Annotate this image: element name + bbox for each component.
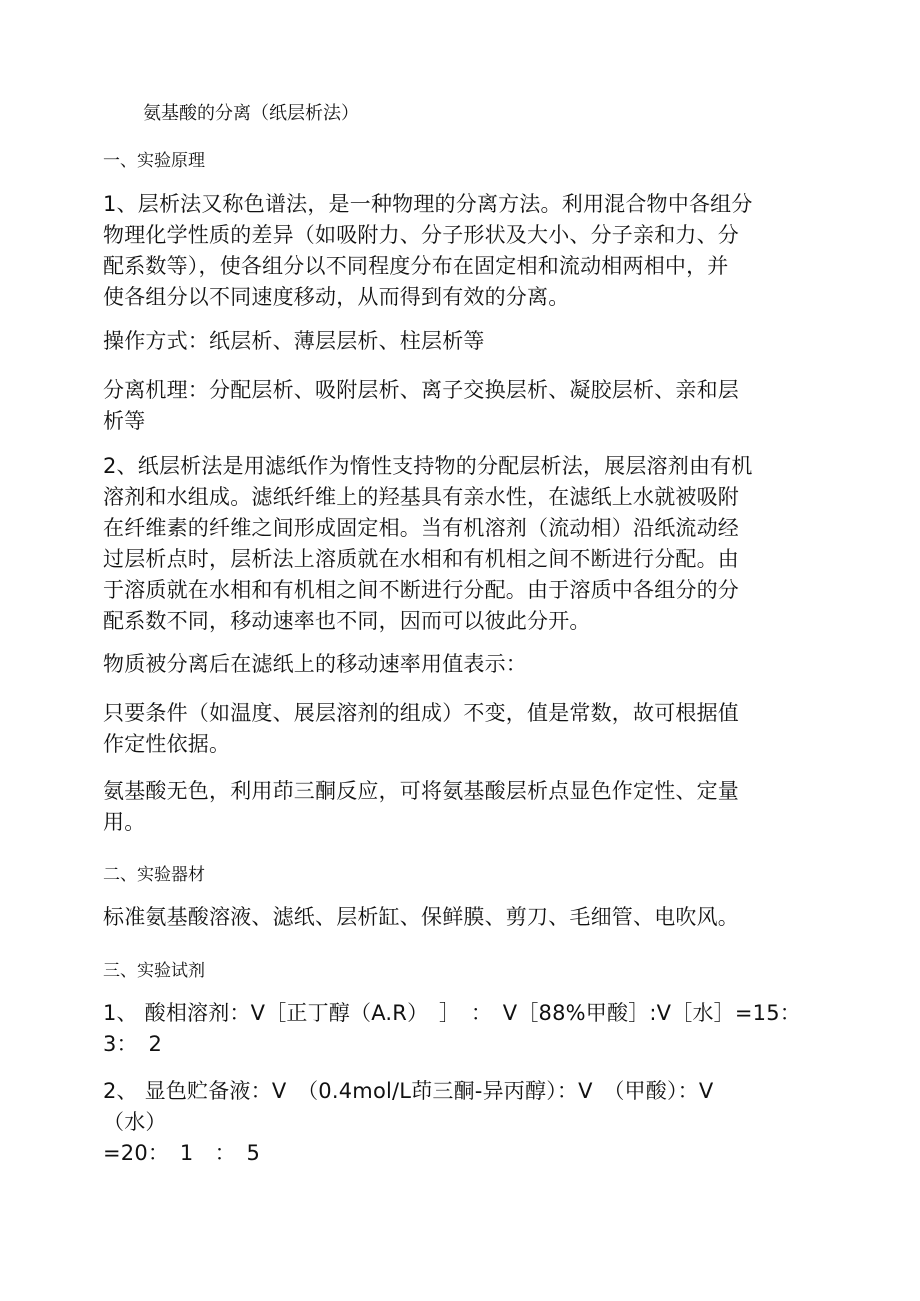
paragraph-migration-rate xyxy=(103,649,815,680)
paragraph-line: 物质被分离后在滤纸上的移动速率用值表示： xyxy=(103,652,527,676)
paragraph-line: 配系数等），使各组分以不同程度分布在固定相和流动相两相中，并 xyxy=(103,254,729,278)
paragraph-line: =20： 1 ： 5 xyxy=(103,1141,261,1165)
section-heading-reagents: 三、实验试剂 xyxy=(103,961,205,981)
section-heading-equipment: 二、实验器材 xyxy=(103,865,205,885)
paragraph-line: 物理化学性质的差异（如吸附力、分子形状及大小、分子亲和力、分 xyxy=(103,223,739,247)
paragraph-line: 3： 2 xyxy=(103,1032,163,1056)
paragraph-constant-value xyxy=(103,698,815,760)
paragraph-line: 配系数不同，移动速率也不同，因而可以彼此分开。 xyxy=(103,609,591,633)
paragraph-acid-solvent xyxy=(103,998,815,1060)
paragraph-line: 只要条件（如温度、展层溶剂的组成）不变，值是常数，故可根据值 xyxy=(103,701,739,725)
paragraph-line: 过层析点时，层析法上溶质就在水相和有机相之间不断进行分配。由 xyxy=(103,547,739,571)
paragraph-line: （水） xyxy=(103,1110,167,1134)
paragraph-paper-chromatography xyxy=(103,451,815,637)
paragraph-equipment-list xyxy=(103,902,815,933)
paragraph-line: 1、层析法又称色谱法，是一种物理的分离方法。利用混合物中各组分 xyxy=(103,192,753,216)
paragraph-line: 于溶质就在水相和有机相之间不断进行分配。由于溶质中各组分的分 xyxy=(103,578,739,602)
paragraph-separation-mechanism xyxy=(103,375,815,437)
paragraph-line: 用。 xyxy=(103,810,146,834)
paragraph-line: 1、 酸相溶剂：V［正丁醇（A.R） ］ ： V［88%甲酸］:V［水］=15： xyxy=(103,1001,801,1025)
paragraph-line: 在纤维素的纤维之间形成固定相。当有机溶剂（流动相）沿纸流动经 xyxy=(103,516,739,540)
section-heading-principle: 一、实验原理 xyxy=(103,151,205,171)
paragraph-line: 分离机理：分配层析、吸附层析、离子交换层析、凝胶层析、亲和层 xyxy=(103,378,739,402)
paragraph-line: 2、 显色贮备液：V （0.4mol/L茚三酮-异丙醇）：V （甲酸）：V xyxy=(103,1079,714,1103)
paragraph-line: 作定性依据。 xyxy=(103,732,231,756)
paragraph-line: 2、纸层析法是用滤纸作为惰性支持物的分配层析法，展层溶剂由有机 xyxy=(103,454,753,478)
paragraph-line: 溶剂和水组成。滤纸纤维上的羟基具有亲水性，在滤纸上水就被吸附 xyxy=(103,485,739,509)
paragraph-line: 标准氨基酸溶液、滤纸、层析缸、保鲜膜、剪刀、毛细管、电吹风。 xyxy=(103,905,739,929)
paragraph-line: 氨基酸无色，利用茚三酮反应，可将氨基酸层析点显色作定性、定量 xyxy=(103,779,739,803)
paragraph-ninhydrin xyxy=(103,776,815,838)
paragraph-line: 操作方式：纸层析、薄层层析、柱层析等 xyxy=(103,329,485,353)
paragraph-color-stock-solution xyxy=(103,1076,815,1169)
paragraph-line: 使各组分以不同速度移动，从而得到有效的分离。 xyxy=(103,285,570,309)
document-title: 氨基酸的分离（纸层析法） xyxy=(143,103,359,124)
paragraph-line: 析等 xyxy=(103,409,146,433)
paragraph-chromatography-intro xyxy=(103,189,815,313)
paragraph-operation-methods xyxy=(103,326,815,357)
